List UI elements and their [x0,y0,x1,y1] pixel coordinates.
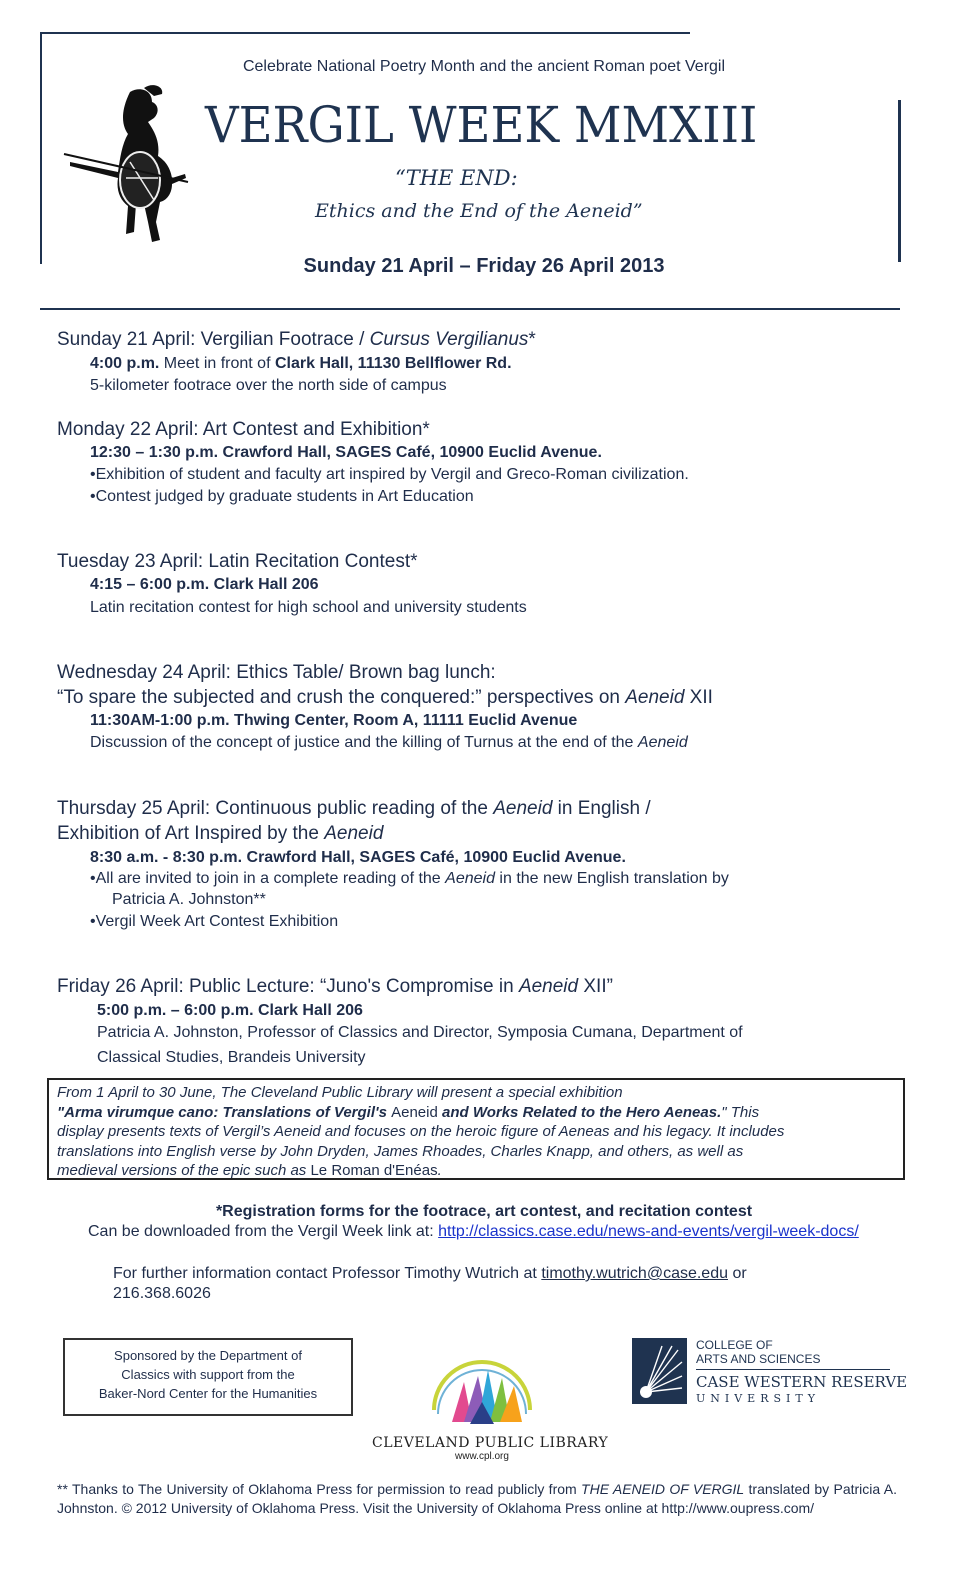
event-heading: Friday 26 April: Public Lecture: “Juno's Compromise in Aeneid XII” [57,976,613,997]
event-heading: Thursday 25 April: Continuous public reading of the Aeneid in English / [57,798,651,819]
event-time: 4:00 p.m. Meet in front of Clark Hall, 11130 Bellflower Rd. [90,355,512,372]
case-western-logo [632,1338,908,1408]
theme-subtitle: Ethics and the End of the Aeneid” [315,200,643,222]
event-time: 5:00 p.m. – 6:00 p.m. Clark Hall 206 [97,1002,363,1019]
case-logo-rule [696,1369,890,1370]
event-description: 5-kilometer footrace over the north side of campus [90,377,447,394]
case-logo-line3: CASE WESTERN RESERVE [696,1373,908,1391]
header-divider [40,308,900,310]
case-logo-line2: ARTS AND SCIENCES [696,1352,821,1366]
event-description-continued: Patricia A. Johnston** [112,891,266,908]
event-heading-line2: Exhibition of Art Inspired by the Aeneid [57,823,384,844]
event-heading: Tuesday 23 April: Latin Recitation Contest* [57,551,418,572]
event-dates: Sunday 21 April – Friday 26 April 2013 [303,255,665,277]
registration-note: *Registration forms for the footrace, art contest, and recitation contest [215,1203,753,1220]
header-frame-top [40,32,690,34]
event-description: •Vergil Week Art Contest Exhibition [90,913,339,930]
contact-info: For further information contact Professor Timothy Wutrich at timothy.wutrich@case.edu or [113,1265,747,1282]
case-logo-line4: UNIVERSITY [696,1392,820,1405]
event-heading: Sunday 21 April: Vergilian Footrace / Cursus Vergilianus* [57,329,536,350]
event-description: Latin recitation contest for high school and university students [90,599,527,616]
case-logo-line1: COLLEGE OF [696,1338,773,1352]
event-description: •Exhibition of student and faculty art inspired by Vergil and Greco-Roman civilization. [90,466,689,483]
footnote: ** Thanks to The University of Oklahoma Press for permission to read publicly from THE AENEID OF VERGIL translated by Patricia A. Johnston. © 2012 University of Oklahoma Press. Visit the University of Oklahoma Press online at http://www.oupress.com/ [57,1481,897,1516]
registration-download: Can be downloaded from the Vergil Week link at: http://classics.case.edu/news-and-events/vergil-week-docs/ [88,1223,859,1240]
event-description: •All are invited to join in a complete reading of the Aeneid in the new English translation by [90,870,729,887]
event-time: 4:15 – 6:00 p.m. Clark Hall 206 [90,576,319,593]
event-description: •Contest judged by graduate students in Art Education [90,488,474,505]
event-description: Classical Studies, Brandeis University [97,1049,366,1066]
theme-title: “THE END: [395,166,518,190]
contact-phone: 216.368.6026 [113,1285,211,1302]
event-heading-line2: “To spare the subjected and crush the conquered:” perspectives on Aeneid XII [57,687,713,708]
case-sunburst-icon [632,1338,687,1404]
greek-warrior-illustration [60,82,195,247]
sponsor-box: Sponsored by the Department of Classics with support from the Baker-Nord Center for the Humanities [63,1338,353,1416]
event-heading: Monday 22 April: Art Contest and Exhibition* [57,419,430,440]
contact-email-link[interactable]: timothy.wutrich@case.edu [541,1265,728,1282]
event-heading: Wednesday 24 April: Ethics Table/ Brown bag lunch: [57,662,496,683]
event-time: 8:30 a.m. - 8:30 p.m. Crawford Hall, SAGES Café, 10900 Euclid Avenue. [90,849,626,866]
event-description: Patricia A. Johnston, Professor of Classics and Director, Symposia Cumana, Department of [97,1024,743,1041]
event-description: Discussion of the concept of justice and the killing of Turnus at the end of the Aeneid [90,734,688,751]
library-name: CLEVELAND PUBLIC LIBRARY [372,1435,609,1451]
event-time: 11:30AM-1:00 p.m. Thwing Center, Room A, 11111 Euclid Avenue [90,712,578,729]
cleveland-public-library-logo [372,1352,609,1467]
library-exhibition-notice: From 1 April to 30 June, The Cleveland Public Library will present a special exhibition "Arma virumque cano: Translations of Vergil's Aeneid and Works Related to the Hero Aeneas." This display presents texts of Vergil’s Aeneid and focuses on the heroic figure of Aeneas and his legacy. It includes translations into English verse by John Dryden, James Rhoades, Charles Knapp, and others, as well as medieval versions of the epic such as Le Roman d'Enéas. [47,1078,905,1180]
event-time: 12:30 – 1:30 p.m. Crawford Hall, SAGES Café, 10900 Euclid Avenue. [90,444,602,461]
header-frame-right [898,100,901,262]
page-title: VERGIL WEEK MMXIII [205,96,758,154]
library-url: www.cpl.org [455,1451,509,1462]
tagline: Celebrate National Poetry Month and the ancient Roman poet Vergil [242,58,726,75]
library-logo-icon [372,1352,592,1430]
vergil-week-docs-link[interactable]: http://classics.case.edu/news-and-events/vergil-week-docs/ [438,1223,859,1240]
